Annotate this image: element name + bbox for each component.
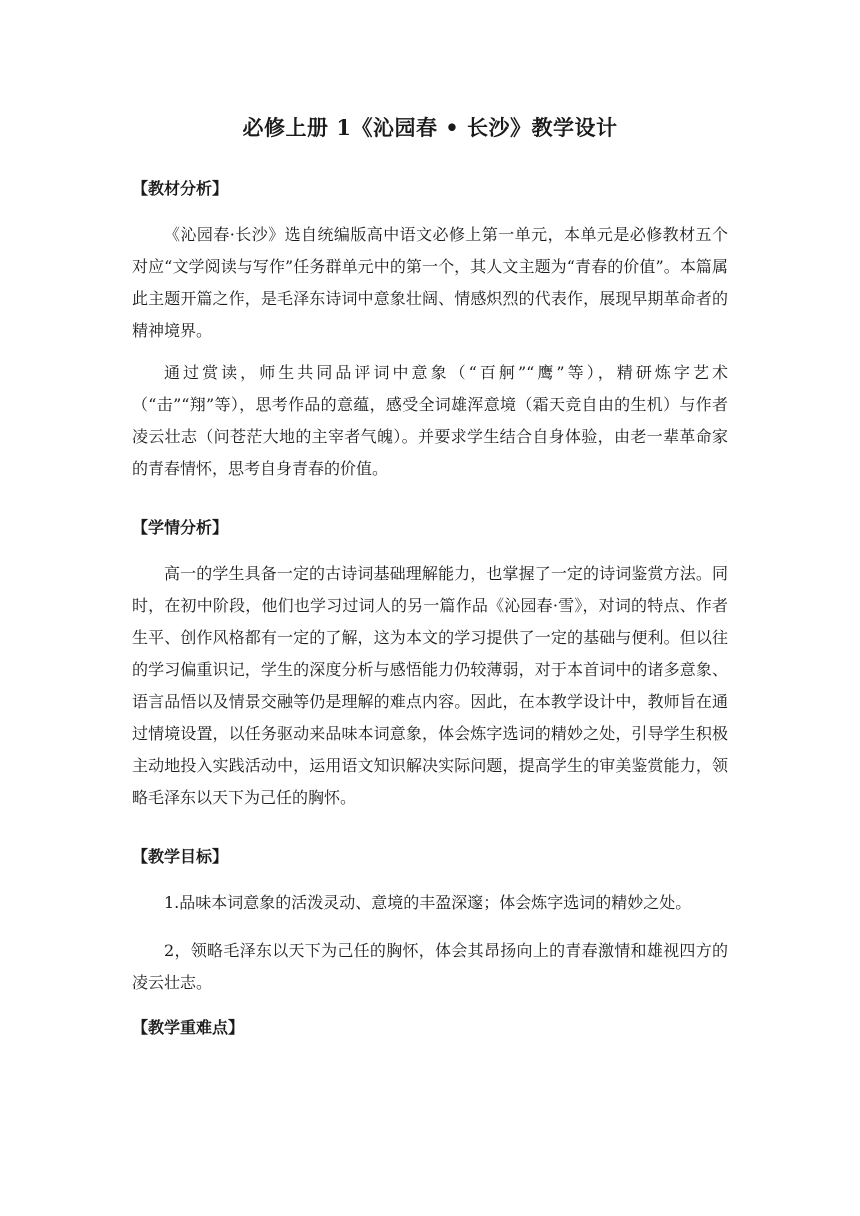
- paragraph: 高一的学生具备一定的古诗词基础理解能力，也掌握了一定的诗词鉴赏方法。同时，在初中阶段，他们也学习过词人的另一篇作品《沁园春·雪》，对词的特点、作者生平、创作风格都有一定的了解，这为本文的学习提供了一定的基础与便利。但以往的学习偏重识记，学生的深度分析与感悟能力仍较薄弱，对于本首词中的诸多意象、语言品悟以及情景交融等仍是理解的难点内容。因此，在本教学设计中，教师旨在通过情境设置，以任务驱动来品味本词意象，体会炼字选词的精妙之处，引导学生积极主动地投入实践活动中，运用语文知识解决实际问题，提高学生的审美鉴赏能力，领略毛泽东以天下为己任的胸怀。: [132, 564, 728, 807]
- section-key-difficulties: [132, 1015, 728, 1038]
- document-title: 必修上册 1《沁园春 • 长沙》教学设计: [242, 115, 618, 140]
- paragraph: 通过赏读，师生共同品评词中意象（“百舸”“鹰”等），精研炼字艺术（“击”“翔”等），思考作品的意蕴，感受全词雄浑意境（霜天竞自由的生机）与作者凌云壮志（问苍茫大地的主宰者气魄）。并要求学生结合自身体验，由老一辈革命家的青春情怀，思考自身青春的价值。: [132, 363, 728, 478]
- section-heading: 【教学重难点】: [132, 1018, 245, 1037]
- section-heading: 【教材分析】: [132, 179, 229, 198]
- section-heading: 【教学目标】: [132, 847, 229, 866]
- section-teaching-goals: [132, 844, 728, 999]
- section-textbook-analysis: [132, 176, 728, 485]
- goal-item: 1.品味本词意象的活泼灵动、意境的丰盈深邃；体会炼字选词的精妙之处。: [164, 893, 692, 912]
- paragraph: 《沁园春·长沙》选自统编版高中语文必修上第一单元，本单元是必修教材五个对应“文学阅读与写作”任务群单元中的第一个，其人文主题为“青春的价值”。本篇属此主题开篇之作，是毛泽东诗词中意象壮阔、情感炽烈的代表作，展现早期革命者的精神境界。: [132, 225, 728, 340]
- goal-item: 2，领略毛泽东以天下为己任的胸怀，体会其昂扬向上的青春激情和雄视四方的凌云壮志。: [132, 941, 728, 992]
- section-learner-analysis: [132, 515, 728, 814]
- section-heading: 【学情分析】: [132, 518, 229, 537]
